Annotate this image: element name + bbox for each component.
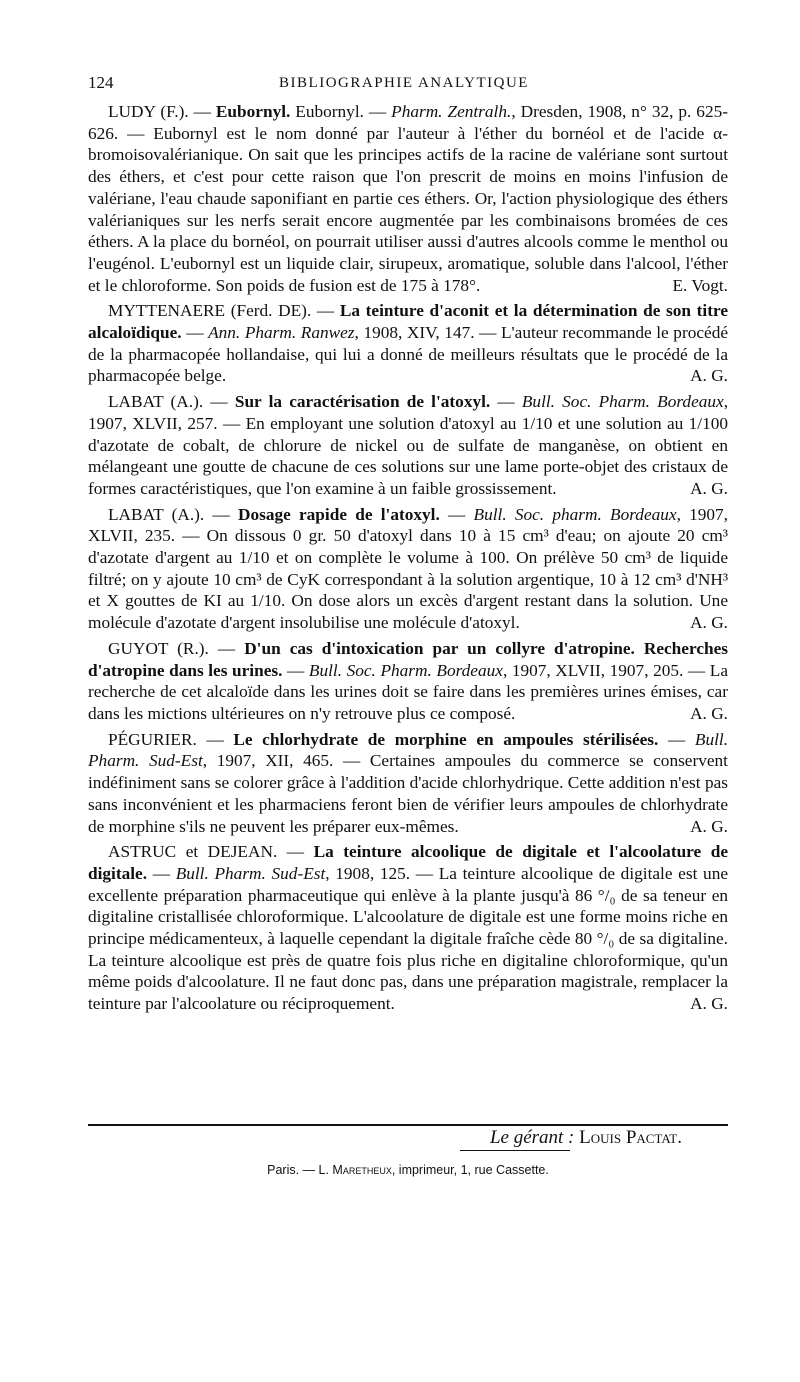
entry-separator: — [311,301,340,321]
entry-signature: A. G. [690,366,728,386]
entry-signature: A. G. [690,613,728,633]
entry-author: LABAT (A.). [108,504,205,524]
entry-title: La teinture d'aconit et la détermination de son titre alcaloïdique. [88,301,729,343]
entry-author: GUYOT (R.). [108,638,209,658]
entry-author: ASTRUC et DEJEAN. [108,842,278,862]
entry-text: — [439,504,474,524]
page-header [88,72,720,96]
entry-separator: — [188,102,216,121]
entry-author: LABAT (A.). [108,392,204,412]
imprint-line [88,1160,728,1182]
entry-text: , 1907, XLVII, 1907, 205. — La recherche de cet alcaloïde dans les urines doit se faire dans les premières urines émises, car dans les mictions ultérieures on n'y retrouve plus ce composé. [88,660,729,723]
entry-text: Eubornyl. — [290,102,392,121]
entry-text: — [282,660,309,680]
bibliography-entry [88,504,728,634]
entry-text: — [147,863,176,883]
entry-source: Pharm. Zentralh. [391,102,512,121]
imprint-text: Paris. — L. [267,1163,333,1177]
bibliography-entry [88,391,728,500]
entry-source: Bull. Soc. Pharm. Bordeaux [308,660,503,680]
entry-source: Ann. Pharm. Ranwez [208,323,355,343]
imprint-text: , imprimeur, 1, rue Cassette. [391,1163,549,1177]
entry-title: Le chlorhydrate de morphine en ampoules stérilisées. [233,729,659,749]
entry-source: Bull. Pharm. Sud-Est [175,863,326,883]
entry-separator: — [208,638,245,658]
bibliography-body [88,101,728,1019]
entry-text: , 1907, XLVII, 257. — En employant une solution d'atoxyl au 1/10 et une solution au 1/100 d'azotate de cobalt, de chlorure de nickel ou de sulfate de manganèse, on obtient en mélangeant une goutte de chacune de ces solutions sur une lame porte-objet des cristaux de formes caractéristiques, que l'on examine à un faible grossissement. [88,392,729,498]
entry-title: Dosage rapide de l'atoxyl. [237,504,440,524]
entry-signature: A. G. [690,816,728,836]
entry-separator: — [204,504,238,524]
bibliography-entry [88,841,728,1015]
entry-signature: A. G. [690,703,728,723]
gerant-label: Le gérant : [489,1127,575,1148]
entry-text: , 1907, XLVII, 235. — On dissous 0 gr. 50 d'atoxyl dans 10 à 15 cm³ d'eau; on ajoute 20 cm³ d'azotate d'argent au 1/10 et on complète le volume à 100. On prélève 50 cm³ de liquide filtré; on y ajoute 10 cm³ de CyK correspondant à la solution argentique, 10 à 12 cm³ d'NH³ et X gouttes de KI au 1/10. On dose alors un excès d'argent restant dans la solution. Une molécule d'azotate d'argent insolubilise une molécule d'atoxyl. [88,504,729,633]
entry-title: Eubornyl. [215,102,291,121]
entry-signature: A. G. [690,478,728,498]
entry-separator: — [196,729,234,749]
entry-signature: E. Vogt. [672,275,728,295]
bibliography-entry [88,101,728,296]
bibliography-entry [88,300,728,387]
entry-source: Bull. Soc. Pharm. Bordeaux [521,392,724,412]
gerant-name: Louis Pactat. [579,1127,682,1148]
entry-source: Bull. Soc. pharm. Bordeaux [473,504,677,524]
entry-text: — [490,392,522,412]
entry-title: Sur la caractérisation de l'atoxyl. [234,392,491,412]
entry-separator: — [203,392,235,412]
page-number: 124 [88,73,114,92]
entry-author: MYTTENAERE (Ferd. DE). [108,301,312,321]
entry-author: LUDY (F.). [108,102,189,121]
entry-source: Bull. Pharm. Sud-Est [88,729,729,771]
entry-author: PÉGURIER. [108,729,197,749]
imprint-rule [460,1150,570,1151]
entry-text: , 1907, XII, 465. — Certaines ampoules du commerce se conservent indéfiniment sans se colorer grâce à l'addition d'acide chlorhydrique. Cette addition n'est pas sans inconvénient et les pharmaciens feront bien de vérifier leurs ampoules de chlorhydrate de morphine s'ils ne peuvent les préparer eux-mêmes. [88,751,728,836]
entry-text: , 1908, XIV, 147. — L'auteur recommande le procédé de la pharmacopée hollandaise, qui lui a donné de meilleurs résultats que le procédé de la pharmacopée belge. [88,323,728,386]
imprint-printer-name: Maretheux [332,1163,392,1177]
entry-text: , 1908, 125. — La teinture alcoolique de digitale est une excellente préparation pharmaceutique qui enlève à la plante jusqu'à 86 °/₀ de sa teneur en digitaline cristallisée chloroformique. L'alcoolature de digitale est une forme moins riche en principe médicamenteux, à laquelle cependant la digitale fraîche cède 80 °/₀ de sa digitaline. La teinture alcoolique est près de quatre fois plus riche en digitaline chloroformique, qu'un même poids d'alcoolature. Il ne faut donc pas, dans une préparation magistrale, remplacer la teinture par l'alcoolature ou réciproquement. [88,863,729,1014]
entry-text: , Dresden, 1908, n° 32, p. 625-626. — Eubornyl est le nom donné par l'auteur à l'éther du bornéol et de l'acide α-bromoisovalérianique. On sait que les principes actifs de la racine de valériane sont surtout des éthers, et c'est pour cette raison que l'on prescrit de moins en moins l'infusion de valériane, l'eau chaude saponifiant en partie ces éthers. Or, l'action physiologique des éthers valérianiques sur les nerfs serait encore augmentée par les combinaisons bromées de ces éthers. A la place du bornéol, on pourrait utiliser aussi d'autres alcools comme le menthol ou l'eugénol. L'eubornyl est un liquide clair, sirupeux, aromatique, soluble dans l'alcool, l'éther et le chloroforme. Son poids de fusion est de 175 à 178°. [88,102,728,295]
gerant-line [88,1127,682,1149]
entry-title: La teinture alcoolique de digitale et l'alcoolature de digitale. [88,842,729,883]
running-title: BIBLIOGRAPHIE ANALYTIQUE [279,75,529,91]
footer-rule [88,1124,728,1126]
entry-text: — [658,729,695,749]
bibliography-entry [88,638,728,725]
bibliography-entry [88,729,728,838]
entry-signature: A. G. [690,994,728,1014]
entry-separator: — [277,842,314,862]
entry-title: D'un cas d'intoxication par un collyre d'atropine. Recherches d'atropine dans les urines. [88,638,728,680]
entry-text: — [181,323,209,343]
